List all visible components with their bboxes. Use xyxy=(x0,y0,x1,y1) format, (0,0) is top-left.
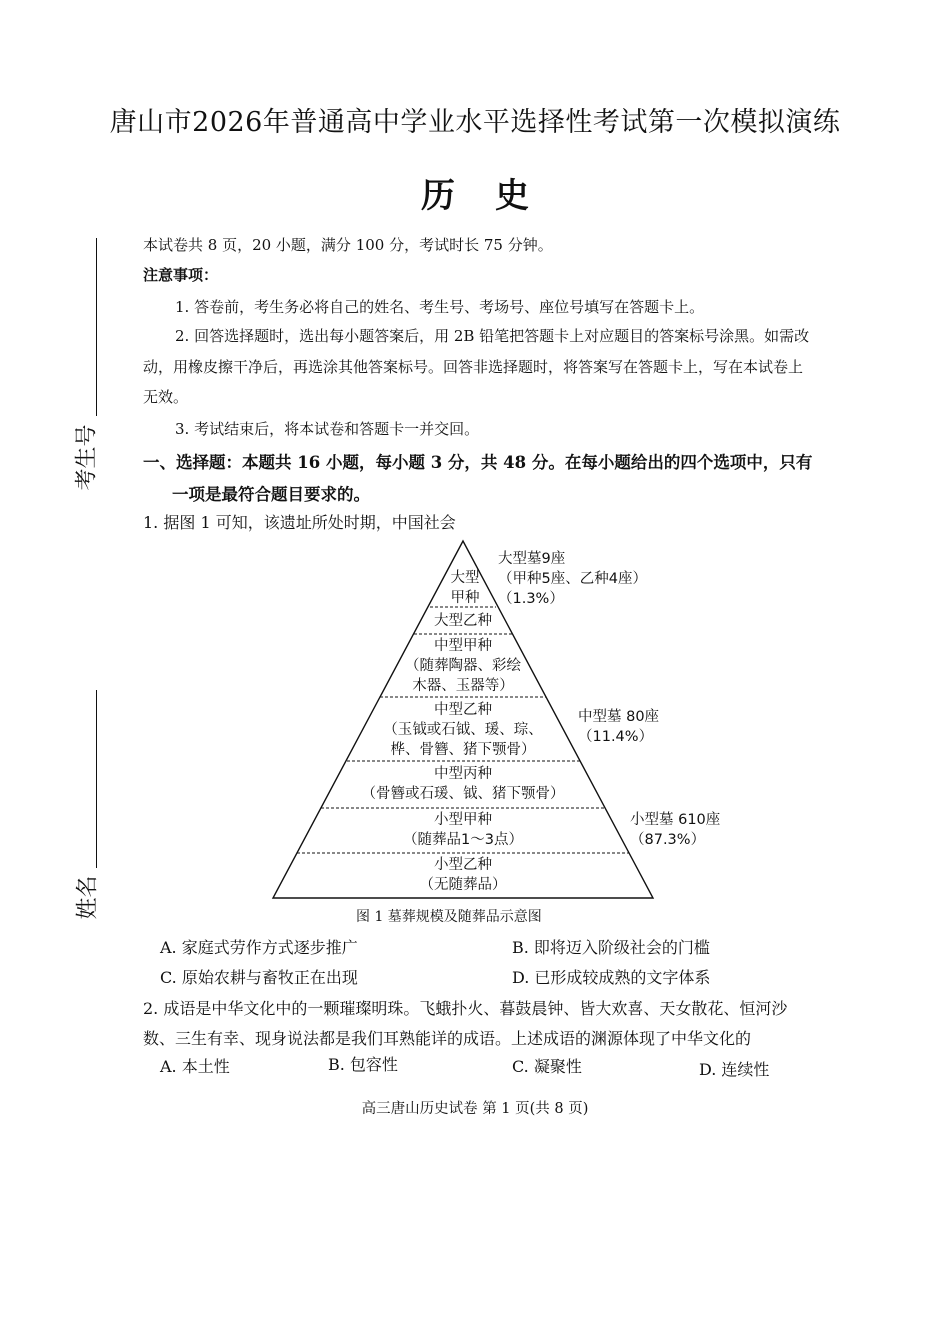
section-heading-line2: 一项是最符合题目要求的。 xyxy=(172,485,370,504)
question-2-stem-line2: 数、三生有幸、现身说法都是我们耳熟能详的成语。上述成语的渊源体现了中华文化的 xyxy=(143,1029,752,1048)
tier-medium-c-line1: 中型丙种 xyxy=(434,766,492,782)
tier-small-b-line1: 小型乙种 xyxy=(434,857,492,873)
tier-small-b xyxy=(313,855,613,895)
question-1-stem: 1. 据图 1 可知，该遗址所处时期，中国社会 xyxy=(143,513,456,532)
notice-3: 3. 考试结束后，将本试卷和答题卡一并交回。 xyxy=(175,420,480,438)
tier-medium-c-line2: （骨簪或石瑗、钺、猪下颚骨） xyxy=(361,786,565,802)
exam-number-label: 考生号 xyxy=(74,424,100,491)
tier-large-b xyxy=(373,611,553,631)
q2-option-a[interactable]: A. 本土性 xyxy=(160,1057,230,1076)
tier-large-b-line1: 大型乙种 xyxy=(434,613,492,629)
note-large-line1: 大型墓9座 xyxy=(498,551,566,567)
tier-medium-b-line3: 桦、骨簪、猪下颚骨） xyxy=(390,742,536,758)
note-small-tombs xyxy=(630,810,720,850)
tier-medium-a-line2: （随葬陶器、彩绘 xyxy=(405,658,521,674)
q2-option-b[interactable]: B. 包容性 xyxy=(328,1055,398,1074)
figure-1-caption: 图 1 墓葬规模及随葬品示意图 xyxy=(356,909,542,925)
notice-2-cont: 动，用橡皮擦干净后，再选涂其他答案标号。回答非选择题时，将答案写在答题卡上，写在本试卷上 xyxy=(143,358,804,376)
q1-option-c[interactable]: C. 原始农耕与畜牧正在出现 xyxy=(160,968,358,987)
note-large-line2: （甲种5座、乙种4座） xyxy=(498,571,647,587)
section-heading-line1: 一、选择题：本题共 16 小题，每小题 3 分，共 48 分。在每小题给出的四个选项中，只有 xyxy=(143,453,813,472)
tier-large-a-line2: 甲种 xyxy=(450,590,480,606)
tier-medium-a-line3: 木器、玉器等） xyxy=(412,678,514,694)
q1-option-b[interactable]: B. 即将迈入阶级社会的门槛 xyxy=(512,938,710,957)
tier-medium-a xyxy=(343,636,583,696)
question-2-stem-line1: 2. 成语是中华文化中的一颗璀璨明珠。飞蛾扑火、暮鼓晨钟、皆大欢喜、天女散花、恒河沙 xyxy=(143,999,788,1018)
name-label: 姓名 xyxy=(75,875,101,920)
q1-option-a[interactable]: A. 家庭式劳作方式逐步推广 xyxy=(160,938,358,957)
note-small-line1: 小型墓 610座 xyxy=(630,812,721,828)
note-small-line2: （87.3%） xyxy=(630,832,706,848)
notice-2-end: 无效。 xyxy=(143,388,189,406)
tier-small-b-line2: （无随葬品） xyxy=(419,877,507,893)
tier-small-a-line2: （随葬品1～3点） xyxy=(403,832,523,848)
notice-1: 1. 答卷前，考生务必将自己的姓名、考生号、考场号、座位号填写在答题卡上。 xyxy=(175,298,705,316)
exam-intro: 本试卷共 8 页，20 小题，满分 100 分，考试时长 75 分钟。 xyxy=(143,236,553,254)
note-large-tombs xyxy=(498,549,647,609)
tier-small-a xyxy=(313,810,613,850)
note-large-line3: （1.3%） xyxy=(498,591,564,607)
notice-2: 2. 回答选择题时，选出每小题答案后，用 2B 铅笔把答题卡上对应题目的答案标号涂黑。如需改 xyxy=(175,327,810,345)
q2-option-c[interactable]: C. 凝聚性 xyxy=(512,1057,582,1076)
tier-medium-b-line1: 中型乙种 xyxy=(434,702,492,718)
q2-option-d[interactable]: D. 连续性 xyxy=(699,1060,770,1079)
note-medium-line2: （11.4%） xyxy=(578,729,654,745)
tier-small-a-line1: 小型甲种 xyxy=(434,812,492,828)
exam-title: 唐山市2026年普通高中学业水平选择性考试第一次模拟演练 xyxy=(109,107,841,138)
tier-medium-b-line2: （玉钺或石钺、瑗、琮、 xyxy=(383,722,543,738)
tier-medium-b xyxy=(323,700,603,760)
note-medium-line1: 中型墓 80座 xyxy=(578,709,660,725)
note-medium-tombs xyxy=(578,707,659,747)
q1-option-d[interactable]: D. 已形成较成熟的文字体系 xyxy=(512,968,711,987)
tier-medium-a-line1: 中型甲种 xyxy=(434,638,492,654)
tier-medium-c xyxy=(313,764,613,804)
tier-large-a-line1: 大型 xyxy=(450,570,480,586)
page-footer: 高三唐山历史试卷 第 1 页(共 8 页) xyxy=(361,1101,589,1117)
subject-title: 历史 xyxy=(421,176,569,216)
notice-heading: 注意事项： xyxy=(143,266,219,284)
